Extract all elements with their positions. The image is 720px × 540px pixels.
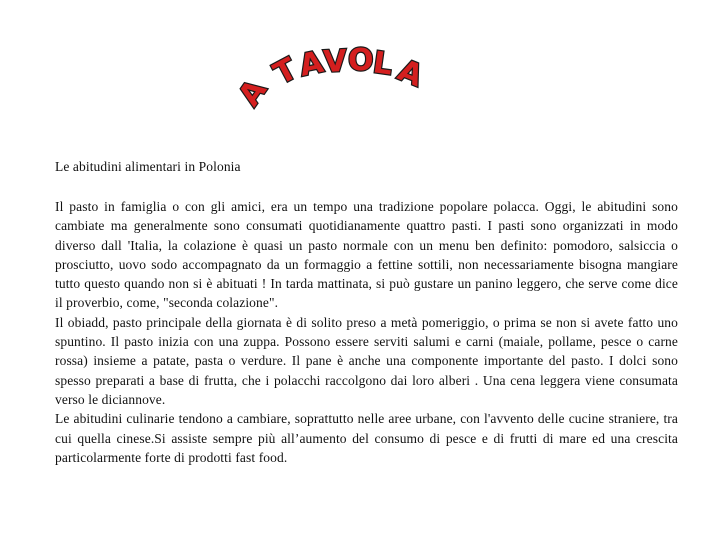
wordart-letter: A [296, 44, 328, 84]
wordart-letter: L [370, 45, 396, 83]
document-body [55, 197, 678, 467]
wordart-letter: T [268, 51, 304, 93]
wordart-title-graphic [231, 30, 450, 120]
wordart-letter: A [231, 72, 275, 113]
wordart-letter: A [393, 52, 429, 95]
document-subtitle: Le abitudini alimentari in Polonia [55, 159, 241, 174]
paragraph: Il pasto in famiglia o con gli amici, era un tempo una tradizione popolare polacca. Oggi, le abitudini sono cambiate ma generalmente sono consumati quotidianamente quattro pasti. I pasti sono organizzati in modo diverso dall 'Italia, la colazione è quasi un pasto normale con un menu ben definito: pomodoro, salsiccia o prosciutto, uovo sodo accompagnato da un formaggio a fettine sottili, non necessariamente bisogna mangiare tutto questo quando non si è abituati ! In tarda mattinata, si può gustare un panino leggero, che serve come dice il proverbio, come, "seconda colazione". [55, 199, 678, 311]
wordart-letter: O [348, 43, 375, 78]
wordart-letter: V [322, 43, 349, 80]
wordart-title-text [232, 43, 429, 116]
paragraph: Il obiadd, pasto principale della giornata è di solito preso a metà pomeriggio, o prima se non si avete fatto uno spuntino. Il pasto inizia con una zuppa. Possono essere serviti salumi e carni (maiale, pollame, pesce o carne rossa) insieme a patate, pasta o verdure. Il pane è anche una componente importante del pasto. I dolci sono spesso preparati a base di frutta, che i polacchi raccolgono dai loro alberi . Una cena leggera viene consumata verso le diciannove. [55, 314, 678, 407]
paragraph: Le abitudini culinarie tendono a cambiare, soprattutto nelle aree urbane, con l'avvento delle cucine straniere, tra cui quella cinese.Si assiste sempre più all’aumento del consumo di pesce e di frutti di mare ed una crescita particolarmente forte di prodotti fast food. [55, 411, 678, 465]
wordart-title [231, 30, 450, 120]
